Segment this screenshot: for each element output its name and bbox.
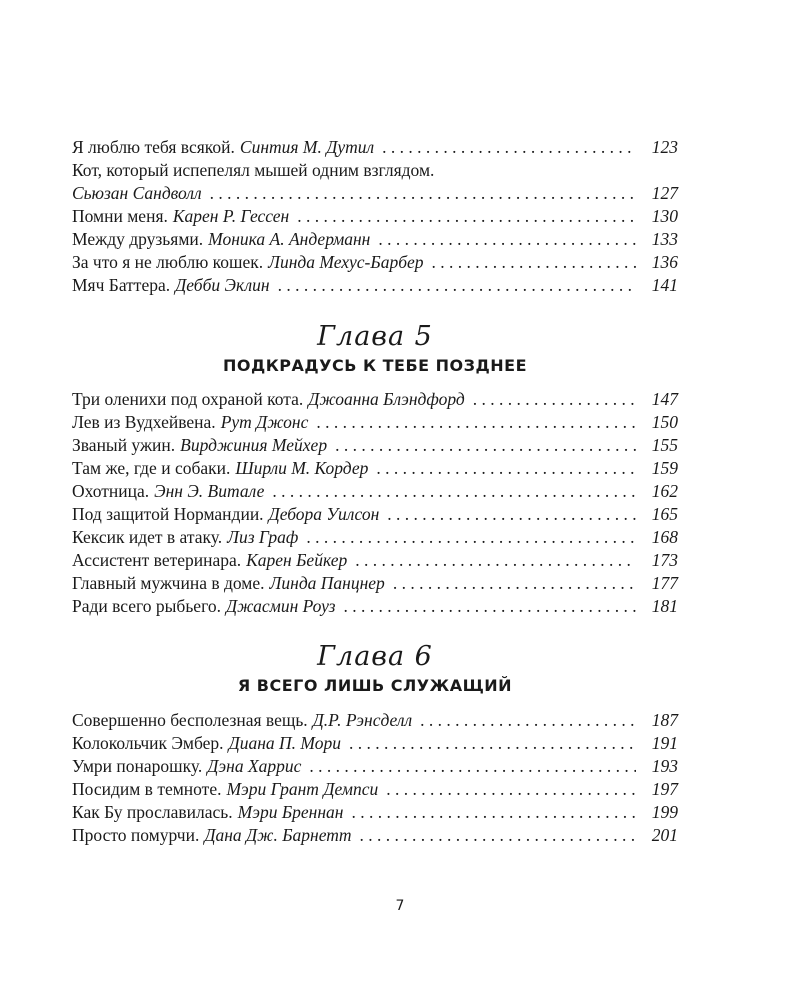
dot-leader (393, 572, 636, 595)
dot-leader (355, 549, 636, 572)
entry-page: 168 (651, 527, 678, 547)
entry-page: 133 (651, 229, 678, 249)
entry-title: Под защитой Нормандии. (72, 504, 264, 524)
entry-title: Как Бу прославилась. (72, 802, 233, 822)
entry-title: Умри понарошку. (72, 756, 203, 776)
entry-author: Диана П. Мори (228, 733, 341, 753)
entry-author: Синтия М. Дутил (239, 137, 375, 157)
entry-author: Д.Р. Рэнсделл (312, 710, 413, 730)
toc-entry (72, 709, 678, 732)
toc-entry (72, 572, 678, 595)
toc-entry (72, 434, 678, 457)
entry-title: Посидим в темноте. (72, 779, 222, 799)
entry-title: Я люблю тебя всякой. (72, 137, 235, 157)
toc-entry (72, 503, 678, 526)
chapter-subtitle: Я ВСЕГО ЛИШЬ СЛУЖАЩИЙ (237, 676, 513, 695)
entry-author: Джасмин Роуз (225, 596, 336, 616)
toc-entry (72, 251, 678, 274)
entry-author: Дэна Харрис (207, 756, 302, 776)
entry-title: Кот, который испепелял мышей одним взглядом. (72, 160, 435, 180)
dot-leader (386, 778, 636, 801)
entry-author: Линда Панцнер (269, 573, 385, 593)
entry-page: 136 (651, 252, 678, 272)
entry-page: 199 (651, 802, 678, 822)
dot-leader (335, 434, 636, 457)
toc-entry (72, 824, 678, 847)
entry-title: Просто помурчи. (72, 825, 200, 845)
dot-leader (382, 136, 636, 159)
entry-author: Карен Бейкер (246, 550, 348, 570)
entry-page: 173 (651, 550, 678, 570)
entry-author: Дана Дж. Барнетт (204, 825, 352, 845)
toc-entry (72, 182, 678, 205)
entry-author: Лиз Граф (227, 527, 299, 547)
dot-leader (432, 251, 636, 274)
entry-title: Три оленихи под охраной кота. (72, 389, 304, 409)
dot-leader (349, 732, 636, 755)
entry-author: Ширли М. Кордер (235, 458, 369, 478)
entry-title: Колокольчик Эмбер. (72, 733, 224, 753)
entry-page: 159 (651, 458, 678, 478)
dot-leader (387, 503, 636, 526)
entry-title: Охотница. (72, 481, 150, 501)
entry-author: Моника А. Андерманн (208, 229, 371, 249)
dot-leader (272, 480, 636, 503)
entry-title: Ассистент ветеринара. (72, 550, 242, 570)
toc-section-1 (72, 136, 678, 297)
dot-leader (360, 824, 636, 847)
toc-entry (72, 205, 678, 228)
entry-page: 187 (651, 710, 678, 730)
dot-leader (351, 801, 636, 824)
entry-page: 150 (651, 412, 678, 432)
entry-title: За что я не люблю кошек. (72, 252, 264, 272)
entry-page: 155 (651, 435, 678, 455)
entry-author: Вирджиния Мейхер (180, 435, 328, 455)
entry-page: 193 (651, 756, 678, 776)
entry-page: 181 (651, 596, 678, 616)
toc-entry (72, 755, 678, 778)
entry-title: Между друзьями. (72, 229, 204, 249)
dot-leader (378, 228, 636, 251)
entry-page: 127 (651, 183, 678, 203)
chapter-title: Глава 5 (317, 321, 433, 352)
dot-leader (376, 457, 636, 480)
entry-page: 162 (651, 481, 678, 501)
entry-page: 177 (651, 573, 678, 593)
entry-page: 165 (651, 504, 678, 524)
entry-title: Помни меня. (72, 206, 168, 226)
dot-leader (278, 274, 636, 297)
toc-entry (72, 228, 678, 251)
toc-entry (72, 549, 678, 572)
toc-entry (72, 732, 678, 755)
entry-author: Джоанна Блэндфорд (308, 389, 465, 409)
toc-entry (72, 595, 678, 618)
entry-page: 197 (651, 779, 678, 799)
entry-author: Дебби Эклин (175, 275, 270, 295)
toc-entry (72, 480, 678, 503)
toc-entry (72, 274, 678, 297)
entry-author: Сьюзан Сандволл (72, 183, 202, 203)
toc-entry (72, 457, 678, 480)
toc-entry (72, 388, 678, 411)
dot-leader (210, 182, 636, 205)
entry-title: Кексик идет в атаку. (72, 527, 223, 547)
entry-title: Ради всего рыбьего. (72, 596, 221, 616)
chapter-subtitle: ПОДКРАДУСЬ К ТЕБЕ ПОЗДНЕЕ (222, 356, 528, 375)
entry-page: 191 (651, 733, 678, 753)
page-number: 7 (395, 898, 405, 914)
entry-title: Главный мужчина в доме. (72, 573, 265, 593)
entry-title: Совершенно бесполезная вещь. (72, 710, 308, 730)
dot-leader (420, 709, 636, 732)
chapter-6-heading (72, 642, 678, 696)
dot-leader (473, 388, 636, 411)
toc-entry (72, 801, 678, 824)
toc-entry (72, 411, 678, 434)
entry-title: Лев из Вудхейвена. (72, 412, 216, 432)
entry-page: 201 (651, 825, 678, 845)
entry-title: Там же, где и собаки. (72, 458, 231, 478)
entry-author: Дебора Уилсон (268, 504, 380, 524)
toc-entry (72, 778, 678, 801)
toc-entry (72, 159, 678, 182)
entry-author: Мэри Грант Демпси (226, 779, 379, 799)
toc-section-chapter-5 (72, 388, 678, 618)
dot-leader (343, 595, 636, 618)
entry-author: Энн Э. Витале (154, 481, 265, 501)
dot-leader (306, 526, 636, 549)
chapter-5-heading (72, 322, 678, 376)
entry-title: Мяч Баттера. (72, 275, 171, 295)
entry-author: Мэри Бреннан (237, 802, 344, 822)
dot-leader (309, 755, 636, 778)
dot-leader (316, 411, 636, 434)
entry-author: Карен Р. Гессен (172, 206, 290, 226)
entry-page: 141 (651, 275, 678, 295)
dot-leader (297, 205, 636, 228)
toc-entry (72, 526, 678, 549)
entry-author: Рут Джонс (220, 412, 309, 432)
toc-page (72, 0, 678, 1000)
entry-page: 130 (651, 206, 678, 226)
chapter-title: Глава 6 (317, 641, 433, 672)
entry-title: Званый ужин. (72, 435, 176, 455)
entry-page: 123 (651, 137, 678, 157)
toc-section-chapter-6 (72, 709, 678, 847)
entry-page: 147 (651, 389, 678, 409)
entry-author: Линда Мехус-Барбер (268, 252, 424, 272)
toc-entry (72, 136, 678, 159)
